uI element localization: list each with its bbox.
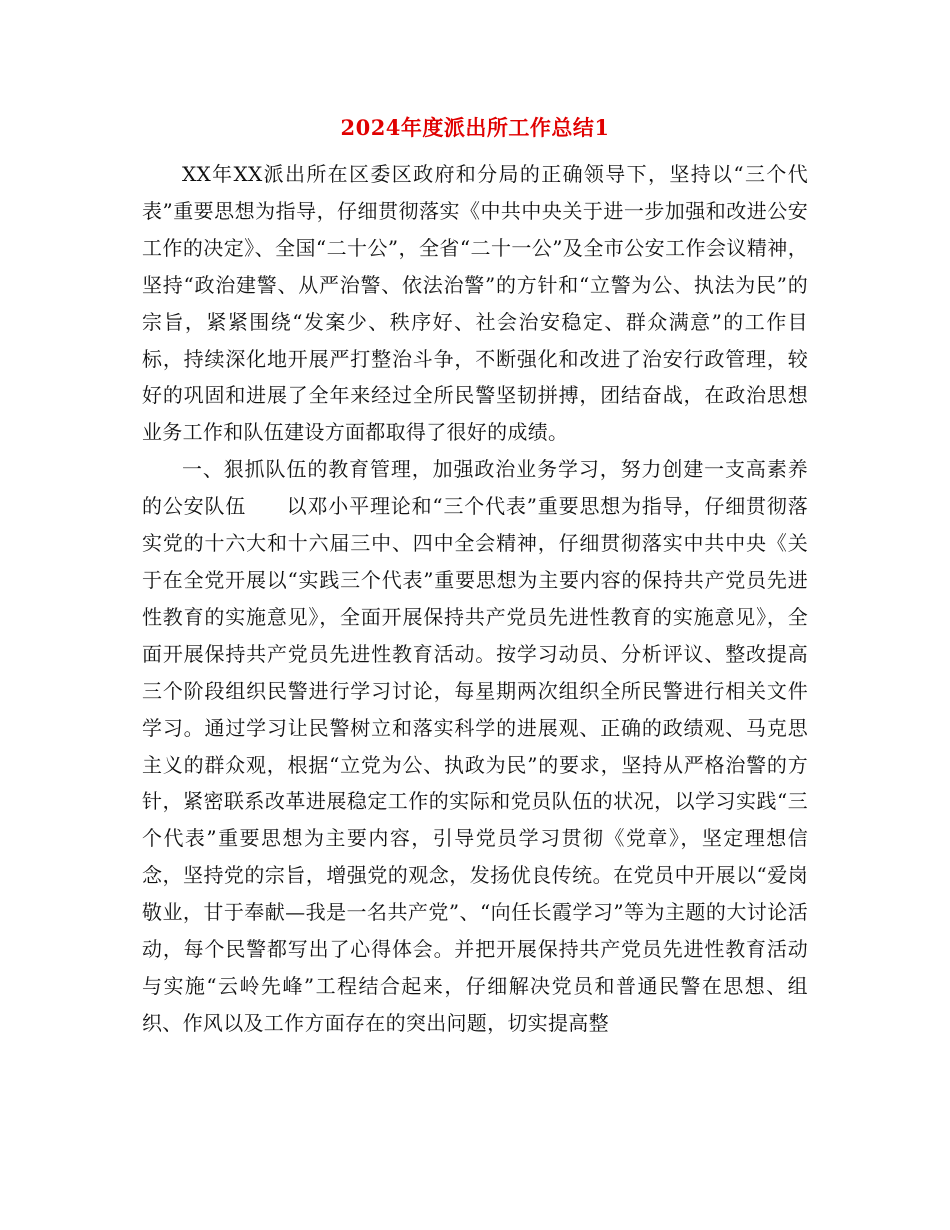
paragraph-section-1	[142, 451, 808, 1042]
paragraph-intro: XX年XX派出所在区委区政府和分局的正确领导下，坚持以“三个代表”重要思想为指导，仔细贯彻落实《中共中央关于进一步加强和改进公安工作的决定》、全国“二十公”，全省“二十一公”及全市公安工作会议精神，坚持“政治建警、从严治警、依法治警”的方针和“立警为公、执法为民”的宗旨，紧紧围绕“发案少、秩序好、社会治安稳定、群众满意”的工作目标，持续深化地开展严打整治斗争，不断强化和改进了治安行政管理，较好的巩固和进展了全年来经过全所民警坚韧拼搏，团结奋战，在政治思想业务工作和队伍建设方面都取得了很好的成绩。	[142, 162, 808, 445]
section-1-heading: 一、狠抓队伍的教育管理，加强政治业务学习，努力创建一支高素养的公安队伍	[142, 457, 808, 519]
document-title: 2024年度派出所工作总结1	[340, 115, 610, 140]
document-body	[142, 156, 808, 1042]
section-1-body: 以邓小平理论和“三个代表”重要思想为指导，仔细贯彻落实党的十六大和十六届三中、四中全会精神，仔细贯彻落实中共中央《关于在全党开展以“实践三个代表”重要思想为主要内容的保持共产党员先进性教育的实施意见》，全面开展保持共产党员先进性教育的实施意见》，全面开展保持共产党员先进性教育活动。按学习动员、分析评议、整改提高三个阶段组织民警进行学习讨论，每星期两次组织全所民警进行相关文件学习。通过学习让民警树立和落实科学的进展观、正确的政绩观、马克思主义的群众观，根据“立党为公、执政为民”的要求，坚持从严格治警的方针，紧密联系改革进展稳定工作的实际和党员队伍的状况，以学习实践“三个代表”重要思想为主要内容，引导党员学习贯彻《党章》，坚定理想信念，坚持党的宗旨，增强党的观念，发扬优良传统。在党员中开展以“爱岗敬业，甘于奉献—我是一名共产党”、“向任长霞学习”等为主题的大讨论活动，每个民警都写出了心得体会。并把开展保持共产党员先进性教育活动与实施“云岭先峰”工程结合起来，仔细解决党员和普通民警在思想、组织、作风以及工作方面存在的突出问题，切实提高整	[142, 494, 809, 1035]
